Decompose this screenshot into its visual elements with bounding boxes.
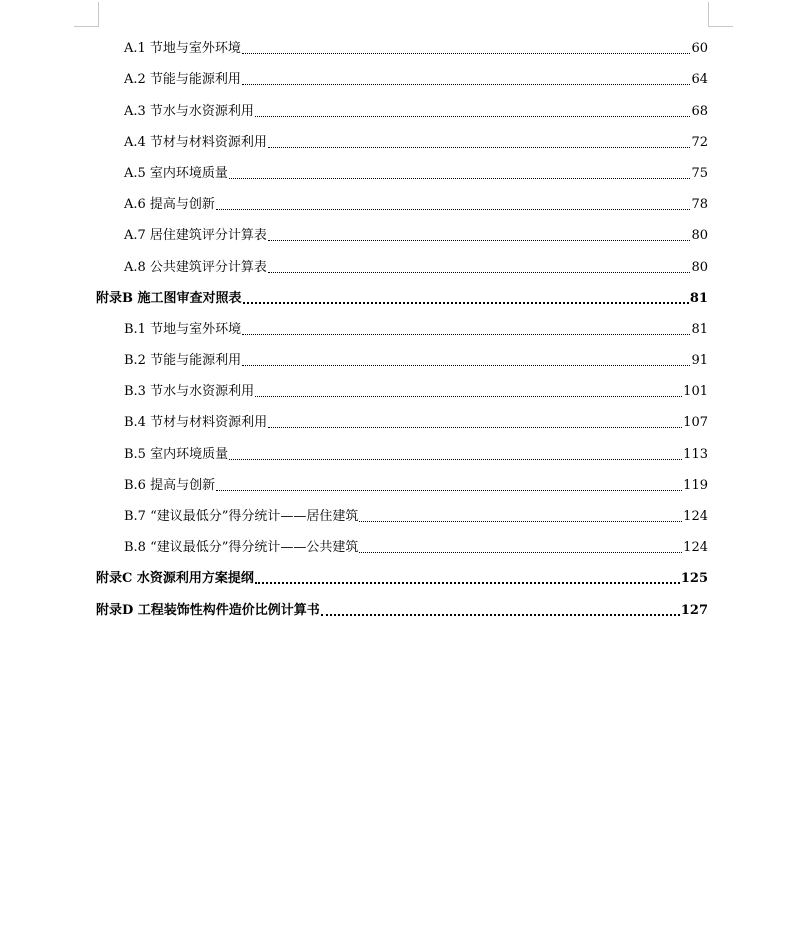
toc-entry-title: A.4 节材与材料资源利用 (124, 134, 267, 150)
toc-page-number: 113 (683, 446, 708, 462)
toc-dot-leader (243, 301, 689, 304)
toc-entry-section[interactable] (96, 467, 708, 498)
toc-entry-section[interactable] (96, 92, 708, 123)
toc-entry-section[interactable] (96, 186, 708, 217)
toc-entry-title: B.2 节能与能源利用 (124, 353, 242, 369)
toc-entry-appendix[interactable] (96, 280, 708, 311)
toc-dot-leader (359, 520, 682, 522)
toc-entry-title: B.3 节水与水资源利用 (124, 384, 255, 400)
toc-dot-leader (242, 52, 691, 54)
toc-dot-leader (321, 613, 680, 616)
toc-entry-title: B.4 节材与材料资源利用 (124, 415, 268, 431)
toc-entry-title: B.5 室内环境质量 (124, 446, 229, 462)
toc-page-number: 60 (691, 41, 708, 57)
toc-dot-leader (255, 581, 680, 584)
toc-dot-leader (268, 146, 691, 148)
toc-dot-leader (242, 333, 690, 335)
toc-entry-section[interactable] (96, 155, 708, 186)
toc-page-number: 81 (689, 290, 708, 306)
toc-page-number: 75 (691, 165, 708, 181)
toc-entry-section[interactable] (96, 30, 708, 61)
toc-entry-section[interactable] (96, 217, 708, 248)
toc-page-number: 124 (683, 540, 708, 556)
table-of-contents (96, 30, 708, 623)
toc-page-number: 68 (691, 103, 708, 119)
toc-entry-title: A.6 提高与创新 (124, 197, 215, 213)
toc-entry-section[interactable] (96, 248, 708, 279)
toc-entry-title: A.3 节水与水资源利用 (124, 103, 254, 119)
toc-page-number: 107 (683, 415, 708, 431)
toc-entry-title: B.6 提高与创新 (124, 477, 216, 493)
toc-entry-title: A.5 室内环境质量 (124, 165, 228, 181)
toc-page-number: 64 (691, 72, 708, 88)
page-corner-mark-top-right (708, 2, 733, 27)
toc-entry-section[interactable] (96, 435, 708, 466)
toc-entry-title: A.2 节能与能源利用 (124, 72, 241, 88)
toc-entry-section[interactable] (96, 498, 708, 529)
toc-dot-leader (216, 208, 691, 210)
toc-page-number: 81 (691, 321, 708, 337)
toc-dot-leader (255, 115, 691, 117)
toc-entry-section[interactable] (96, 124, 708, 155)
toc-entry-section[interactable] (96, 373, 708, 404)
toc-dot-leader (216, 489, 682, 491)
toc-dot-leader (242, 83, 691, 85)
toc-entry-appendix[interactable] (96, 560, 708, 591)
toc-page-number: 80 (691, 228, 708, 244)
toc-page-number: 119 (683, 477, 708, 493)
toc-dot-leader (255, 395, 682, 397)
toc-entry-title: B.1 节地与室外环境 (124, 321, 242, 337)
toc-page-number: 80 (691, 259, 708, 275)
toc-dot-leader (242, 364, 690, 366)
toc-dot-leader (268, 426, 682, 428)
toc-entry-title: 附录C 水资源利用方案提纲 (96, 571, 254, 587)
toc-entry-title: A.1 节地与室外环境 (124, 41, 241, 57)
toc-entry-section[interactable] (96, 529, 708, 560)
toc-entry-title: 附录B 施工图审查对照表 (96, 290, 242, 306)
toc-dot-leader (229, 458, 682, 460)
toc-entry-title: A.7 居住建筑评分计算表 (124, 228, 267, 244)
toc-dot-leader (359, 551, 682, 553)
toc-page-number: 72 (691, 134, 708, 150)
toc-page-number: 101 (683, 384, 708, 400)
toc-page-number: 78 (691, 197, 708, 213)
toc-dot-leader (229, 177, 691, 179)
toc-entry-section[interactable] (96, 61, 708, 92)
page-corner-mark-top-left (74, 2, 99, 27)
toc-page-number: 125 (680, 571, 708, 587)
toc-entry-appendix[interactable] (96, 591, 708, 622)
toc-entry-section[interactable] (96, 342, 708, 373)
toc-entry-section[interactable] (96, 404, 708, 435)
toc-dot-leader (268, 271, 691, 273)
toc-entry-title: B.8 “建议最低分”得分统计——公共建筑 (124, 540, 359, 556)
toc-entry-title: B.7 “建议最低分”得分统计——居住建筑 (124, 509, 359, 524)
toc-page-number: 91 (691, 353, 708, 369)
toc-entry-title: A.8 公共建筑评分计算表 (124, 259, 267, 275)
toc-entry-section[interactable] (96, 311, 708, 342)
toc-dot-leader (268, 239, 691, 241)
toc-entry-title: 附录D 工程装饰性构件造价比例计算书 (96, 602, 320, 618)
toc-page-number: 127 (680, 602, 708, 618)
toc-page-number: 124 (683, 509, 708, 524)
